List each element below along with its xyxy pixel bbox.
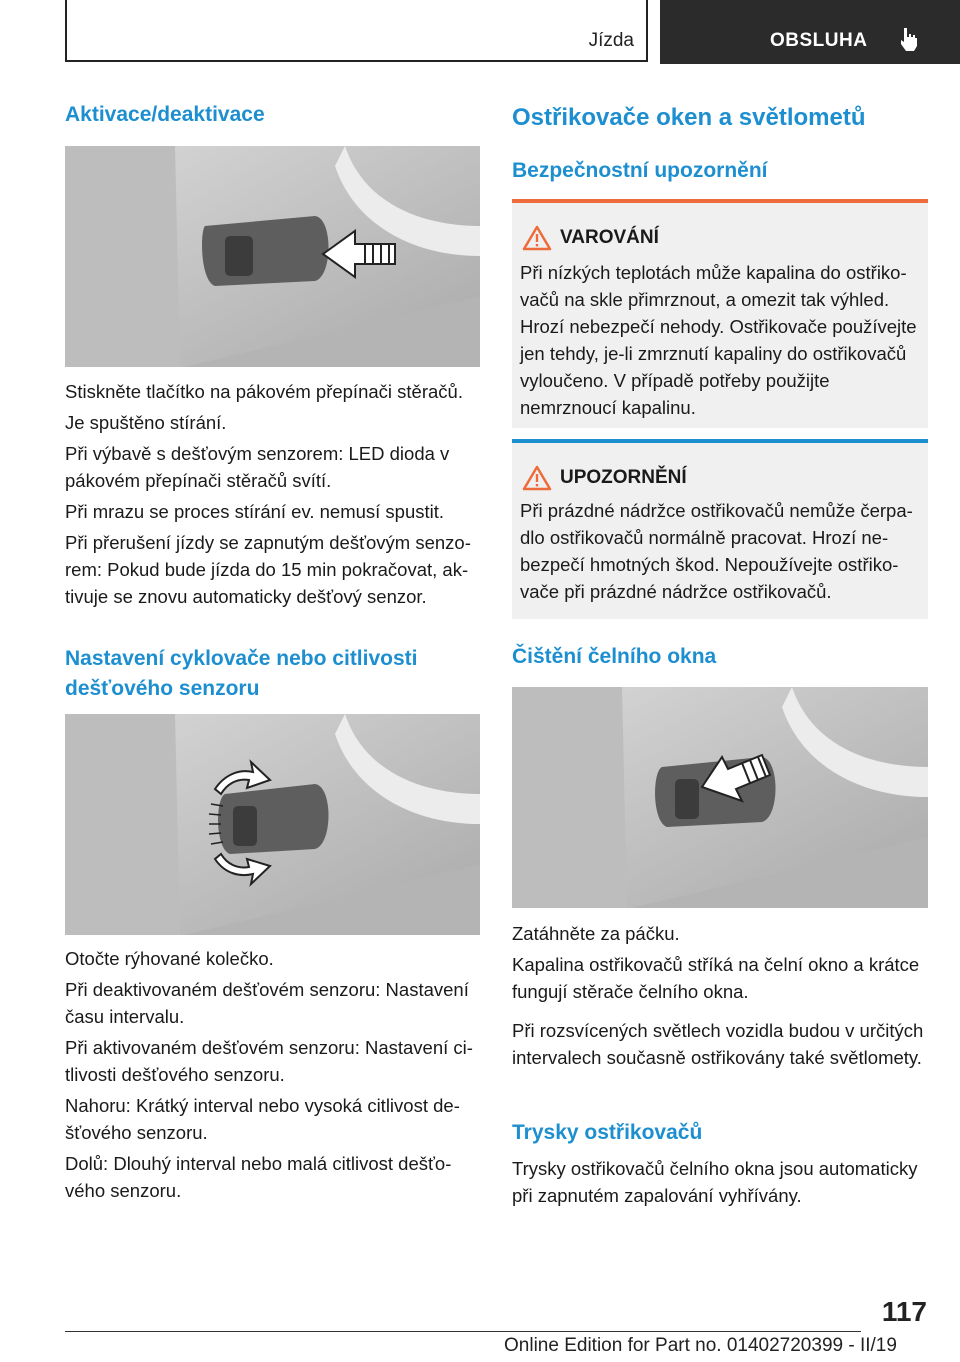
header-section-box bbox=[65, 0, 648, 62]
heading-windshield-cleaning: Čištění čelního okna bbox=[512, 645, 717, 668]
warning-label: VAROVÁNÍ bbox=[560, 227, 659, 248]
heading-safety: Bezpečnostní upozornění bbox=[512, 159, 768, 182]
paragraph: Při deaktivovaném dešťovém senzoru: Nastavení času intervalu. bbox=[65, 979, 469, 1027]
paragraph: Kapalina ostřikovačů stříká na čelní okno a krátce fungují stěrače čelního okna. bbox=[512, 954, 920, 1002]
paragraph: Dolů: Dlouhý interval nebo malá citlivost dešťového senzoru. bbox=[65, 1153, 452, 1201]
page-number: 117 bbox=[881, 1296, 927, 1327]
header-chapter-tab bbox=[660, 0, 960, 64]
heading-washers: Ostřikovače oken a světlometů bbox=[512, 104, 866, 131]
paragraph: Otočte rýhované kolečko. bbox=[65, 948, 274, 969]
paragraph: Při rozsvícených světlech vozidla budou v určitých intervalech současně ostřikovány také světlomety. bbox=[512, 1020, 924, 1068]
activation-text-block bbox=[65, 378, 480, 610]
notice-label: UPOZORNĚNÍ bbox=[560, 467, 687, 488]
notice-box bbox=[512, 439, 928, 619]
footer-divider bbox=[65, 1331, 861, 1332]
photo-wiper-pull bbox=[512, 687, 928, 908]
paragraph: Nahoru: Krátký interval nebo vysoká citlivost dešťového senzoru. bbox=[65, 1095, 460, 1143]
paragraph: Při mrazu se proces stírání ev. nemusí spustit. bbox=[65, 501, 445, 522]
notice-triangle-icon bbox=[522, 465, 552, 491]
paragraph: Je spuštěno stírání. bbox=[65, 412, 227, 433]
notice-text: Při prázdné nádržce ostřikovačů nemůže čerpadlo ostřikovačů normálně pracovat. Hrozí nebezpečí hmotných škod. Nepoužívejte ostřikovače při prázdné nádržce ostřikovačů. bbox=[520, 500, 913, 602]
edition-text: Online Edition for Part no. 01402720399 - II/19 bbox=[504, 1335, 897, 1356]
photo-wiper-button bbox=[65, 146, 480, 367]
paragraph: Trysky ostřikovačů čelního okna jsou automaticky při zapnutém zapalování vyhřívány. bbox=[512, 1158, 918, 1206]
paragraph: Stiskněte tlačítko na pákovém přepínači stěračů. bbox=[65, 381, 463, 402]
warning-box bbox=[512, 199, 928, 428]
paragraph: Při přerušení jízdy se zapnutým dešťovým senzorem: Pokud bude jízda do 15 min pokračovat, aktivuje se znovu automaticky dešťový senzor. bbox=[65, 532, 471, 607]
warning-triangle-icon bbox=[522, 225, 552, 251]
paragraph: Zatáhněte za páčku. bbox=[512, 923, 680, 944]
header-section-title: Jízda bbox=[588, 30, 634, 51]
windshield-text-block bbox=[512, 920, 928, 1071]
pointing-hand-icon bbox=[898, 26, 920, 52]
photo-wiper-wheel bbox=[65, 714, 480, 935]
header-chapter-title: OBSLUHA bbox=[770, 30, 868, 51]
heading-interval-sensitivity: Nastavení cyklovače nebo citlivosti dešťového senzoru bbox=[65, 647, 418, 700]
paragraph: Při výbavě s dešťovým senzorem: LED dioda v pákovém přepínači stěračů svítí. bbox=[65, 443, 450, 491]
interval-text-block bbox=[65, 945, 480, 1204]
heading-activation: Aktivace/deaktivace bbox=[65, 103, 265, 126]
paragraph: Při aktivovaném dešťovém senzoru: Nastavení citlivosti dešťového senzoru. bbox=[65, 1037, 473, 1085]
heading-nozzles: Trysky ostřikovačů bbox=[512, 1121, 703, 1144]
warning-text: Při nízkých teplotách může kapalina do ostřikovačů na skle přimrznout, a omezit tak výhled. Hrozí nebezpečí nehody. Ostřikovače používejte jen tehdy, je-li zmrznutí kapaliny do ostřikovačů vyloučeno. V případě potřeby použijte nemrznoucí kapalinu. bbox=[520, 262, 917, 418]
